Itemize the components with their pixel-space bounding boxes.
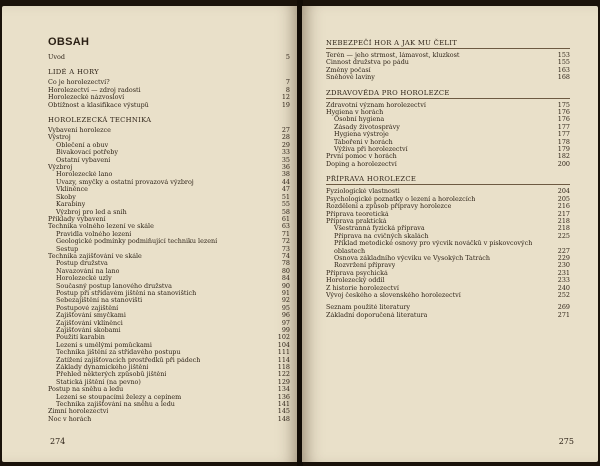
toc-entry-page: 71	[281, 229, 290, 238]
toc-entry-title: Lezení s umělými pomůckami	[56, 341, 152, 349]
toc-entry-page: 177	[557, 130, 570, 139]
toc-entry	[326, 255, 570, 262]
toc-entry	[48, 342, 290, 349]
toc-entry	[48, 349, 290, 356]
toc-entry	[326, 161, 570, 168]
toc-entry	[326, 146, 570, 153]
toc-left-column	[48, 32, 290, 423]
toc-entry	[48, 312, 290, 319]
toc-entry-title: Navazování na lano	[56, 267, 120, 275]
toc-entry-title: Lezení se stoupacími železy a cepínem	[56, 393, 182, 401]
toc-entry-page: 33	[281, 148, 290, 157]
toc-entry-page: 218	[557, 224, 570, 233]
toc-entry-title: Noc v horách	[48, 415, 92, 423]
toc-entry-title: Tábořeni v horách	[334, 138, 393, 146]
toc-entry-page: 36	[281, 163, 290, 172]
toc-entry-page: 225	[557, 231, 570, 240]
toc-entry	[48, 231, 290, 238]
toc-entry-title: Příprava na cvičných skalách	[334, 232, 429, 240]
toc-entry-title: Současný postup lanového družstva	[56, 282, 172, 290]
toc-entry-page: 63	[281, 222, 290, 231]
toc-entry-page: 141	[277, 400, 290, 409]
toc-entry	[48, 320, 290, 327]
toc-entry-page: 84	[281, 274, 290, 283]
toc-entry-page: 240	[557, 283, 570, 292]
toc-entry	[326, 131, 570, 138]
toc-entry-page: 78	[281, 259, 290, 268]
toc-entry-title: Všestranná fyzická příprava	[334, 225, 425, 233]
toc-entry-page: 58	[281, 207, 290, 216]
toc-entry	[326, 211, 570, 218]
toc-entry-title: Technika zajišťování na sněhu a ledu	[56, 401, 175, 409]
toc-entry-title: Příprava teoretická	[326, 210, 389, 218]
toc-entry	[48, 394, 290, 401]
toc-entry	[326, 196, 570, 203]
toc-entry-page: 145	[277, 407, 290, 416]
toc-entry	[48, 334, 290, 341]
toc-entry-page: 177	[557, 122, 570, 131]
toc-entry-page: 96	[281, 311, 290, 320]
toc-entry-title: Použití karabin	[56, 334, 105, 342]
toc-entry	[48, 142, 290, 149]
toc-entry-page: 38	[281, 170, 290, 179]
toc-entry-page: 97	[281, 318, 290, 327]
toc-entry-title: Vklíněnce	[56, 186, 88, 194]
toc-entry-page: 200	[557, 159, 570, 168]
toc-entry-page: 148	[277, 414, 290, 423]
toc-entry	[326, 59, 570, 66]
toc-entry-page: 19	[281, 100, 290, 109]
toc-entry-page: 12	[281, 93, 290, 102]
toc-entry-title: Zatížení zajišťovacích prostředků při pádech	[56, 356, 201, 364]
toc-entry	[48, 79, 290, 86]
toc-entry	[48, 209, 290, 216]
toc-entry-title: Hygiena výstroje	[334, 131, 389, 139]
toc-entry-page: 252	[557, 290, 570, 299]
toc-entry-title: Příklady vybavení	[48, 215, 106, 223]
toc-entry-page: 104	[277, 340, 290, 349]
toc-entry	[48, 94, 290, 101]
toc-entry-title: Karabiny	[56, 201, 86, 209]
toc-entry-page: 95	[281, 303, 290, 312]
toc-entry	[326, 277, 570, 284]
toc-entry	[326, 248, 570, 255]
toc-entry-title: Sebezajištění na stanovišti	[56, 297, 143, 305]
toc-entry	[48, 164, 290, 171]
toc-entry	[326, 304, 570, 311]
toc-entry-title: Bivakovací potřeby	[56, 149, 118, 157]
toc-entry-title: Zimní horolezectví	[48, 408, 109, 416]
toc-entry-page: 55	[281, 200, 290, 209]
toc-entry-page: 47	[281, 185, 290, 194]
toc-entry	[326, 225, 570, 232]
toc-entry-title: Obtížnost a klasifikace výstupů	[48, 101, 149, 109]
toc-entry-page: 204	[557, 187, 570, 196]
toc-entry	[48, 297, 290, 304]
toc-entry-page: 153	[557, 51, 570, 59]
toc-entry	[48, 401, 290, 408]
toc-entry-page: 27	[281, 126, 290, 135]
toc-entry-title: Výzbroj pro led a sníh	[56, 208, 127, 216]
toc-entry	[48, 275, 290, 282]
toc-entry-page: 175	[557, 100, 570, 109]
toc-entry-page: 231	[557, 268, 570, 277]
toc-entry-title: Statická jištění (na pevno)	[56, 378, 141, 386]
toc-entry-page: 35	[281, 155, 290, 164]
toc-entry-page: 269	[557, 303, 570, 312]
toc-entry-title: Přehled některých způsobů jištění	[56, 371, 167, 379]
toc-entry	[48, 194, 290, 201]
toc-entry-title: Horolezecké uzly	[56, 275, 112, 283]
toc-entry-page: 233	[557, 276, 570, 285]
toc-entry	[48, 364, 290, 371]
toc-entry-page: 118	[277, 363, 290, 372]
toc-entry	[48, 371, 290, 378]
toc-entry-page: 205	[557, 194, 570, 203]
toc-list-left	[48, 54, 290, 423]
toc-entry-page: 176	[557, 108, 570, 117]
toc-entry-page: 227	[557, 246, 570, 255]
toc-entry-page: 271	[557, 310, 570, 319]
toc-section-heading: ZDRAVOVĚDA PRO HOROLEZCE	[326, 89, 570, 99]
toc-entry-page: 178	[557, 137, 570, 146]
toc-entry-page: 8	[285, 85, 290, 94]
page-number-right: 275	[558, 437, 574, 446]
toc-entry	[326, 74, 570, 81]
toc-entry-title: Úvod	[48, 54, 65, 61]
toc-entry	[48, 238, 290, 245]
toc-entry-page: 111	[277, 348, 290, 357]
toc-right-column	[326, 32, 570, 319]
toc-entry-page: 99	[281, 326, 290, 334]
toc-entry-page: 176	[557, 115, 570, 124]
toc-entry	[48, 290, 290, 297]
toc-entry	[48, 87, 290, 94]
toc-entry-title: Pravidla volného lezení	[56, 230, 132, 238]
toc-entry-title: Technika volného lezení ve skále	[48, 223, 154, 231]
toc-entry	[326, 240, 570, 247]
toc-entry-title: Co je horolezectví?	[48, 79, 110, 87]
toc-entry-title: Zásady životosprávy	[334, 123, 400, 131]
toc-entry-title: Technika jištění za střídavého postupu	[56, 349, 181, 357]
toc-entry-title: Geologické podmínky podmiňující techniku lezení	[56, 238, 218, 246]
toc-entry	[326, 233, 570, 240]
toc-entry-page: 28	[281, 133, 290, 142]
toc-entry-title: Horolezecké lano	[56, 171, 113, 179]
toc-entry	[48, 268, 290, 275]
toc-entry-title: Výživa při horolezectví	[334, 146, 408, 154]
toc-entry-title: Příklad metodické osnovy pro výcvik nováčků v pískovcových	[334, 240, 533, 248]
toc-entry	[326, 270, 570, 277]
toc-entry-title: Sestup	[56, 245, 79, 253]
toc-entry-title: Hygiena v horách	[326, 109, 384, 117]
toc-entry-title: Osobní hygiena	[334, 116, 385, 124]
toc-entry	[48, 253, 290, 260]
toc-entry	[48, 179, 290, 186]
toc-entry-page: 61	[281, 214, 290, 223]
toc-entry-title: Rozdělení a způsob přípravy horolezce	[326, 203, 452, 211]
toc-entry-title: Zajišťování vklíněnci	[56, 319, 123, 327]
toc-entry-page: 74	[281, 251, 290, 260]
toc-entry-title: Horolezecké názvosloví	[48, 94, 125, 102]
toc-entry-title: Zajišťování skobami	[56, 327, 121, 334]
toc-entry-title: Technika zajišťování ve skále	[48, 252, 142, 260]
toc-entry-title: Psychologické poznatky o lezení a horolezcích	[326, 195, 476, 203]
toc-entry-title: Postup při střídavém jištění na stanovištích	[56, 289, 197, 297]
toc-entry	[48, 54, 290, 61]
toc-entry-page: 5	[285, 53, 290, 61]
toc-entry-page: 229	[557, 253, 570, 262]
toc-list-right	[326, 39, 570, 319]
toc-entry-title: Seznam použité literatury	[326, 304, 411, 312]
toc-entry	[326, 102, 570, 109]
toc-entry	[48, 134, 290, 141]
toc-entry-title: Činnost družstva po pádu	[326, 59, 409, 67]
toc-entry-page: 7	[285, 78, 290, 87]
toc-entry-page: 90	[281, 281, 290, 290]
toc-entry-page: 102	[277, 333, 290, 342]
toc-entry-page: 92	[281, 296, 290, 305]
toc-entry	[326, 262, 570, 269]
toc-entry	[48, 305, 290, 312]
toc-heading: OBSAH	[48, 36, 90, 48]
toc-entry	[326, 124, 570, 131]
toc-entry	[326, 292, 570, 299]
toc-entry	[48, 283, 290, 290]
toc-entry-title: Horolezecký oddíl	[326, 277, 385, 285]
toc-entry	[48, 102, 290, 109]
toc-entry-title: První pomoc v horách	[326, 153, 397, 161]
toc-entry-title: Příprava praktická	[326, 217, 387, 225]
toc-entry	[48, 223, 290, 230]
toc-entry	[48, 127, 290, 134]
toc-entry	[326, 52, 570, 59]
toc-entry-page: 72	[281, 237, 290, 246]
toc-entry-title: Úvazy, smyčky a ostatní provazová výzbroj	[56, 178, 194, 186]
right-page	[302, 6, 598, 462]
toc-entry-title: Výzbroj	[48, 164, 73, 172]
toc-entry-page: 134	[277, 385, 290, 394]
toc-entry	[48, 327, 290, 334]
toc-entry	[48, 186, 290, 193]
toc-entry-title: Fyziologické vlastnosti	[326, 188, 400, 196]
toc-entry-page: 163	[557, 65, 570, 74]
toc-entry-page: 136	[277, 392, 290, 401]
toc-entry	[48, 357, 290, 364]
toc-entry-title: Zdravotní význam horolezectví	[326, 101, 426, 109]
toc-entry	[326, 218, 570, 225]
toc-entry-title: Skoby	[56, 193, 76, 201]
toc-entry	[48, 157, 290, 164]
toc-entry	[326, 139, 570, 146]
toc-entry-title: oblastech	[334, 247, 366, 255]
toc-entry-title: Rozvržení přípravy	[334, 262, 396, 270]
toc-entry	[48, 201, 290, 208]
toc-entry-page: 217	[557, 209, 570, 218]
toc-entry	[48, 416, 290, 423]
toc-entry-page: 218	[557, 216, 570, 225]
toc-entry-title: Terén — jeho strmost, lámavost, kluzkost	[326, 52, 460, 59]
toc-section-heading: LIDÉ A HORY	[48, 68, 100, 77]
toc-entry	[326, 188, 570, 195]
toc-entry-title: Doping a horolezectví	[326, 160, 397, 168]
toc-entry-page: 216	[557, 202, 570, 211]
toc-entry	[326, 203, 570, 210]
toc-entry-title: Osnova základního výcviku ve Vysokých Tatrách	[334, 254, 490, 262]
toc-entry-page: 29	[281, 140, 290, 149]
toc-entry-title: Příprava psychická	[326, 269, 388, 277]
toc-entry-title: Postupové zajištění	[56, 304, 119, 312]
toc-entry-title: Základy dynamického jištění	[56, 364, 149, 372]
toc-entry-title: Vybavení horolezce	[48, 127, 111, 135]
toc-entry	[326, 153, 570, 160]
toc-entry-title: Ostatní vybavení	[56, 156, 111, 164]
toc-entry	[326, 116, 570, 123]
toc-entry-page: 80	[281, 266, 290, 275]
toc-entry	[48, 260, 290, 267]
toc-section-heading: NEBEZPEČÍ HOR A JAK MU ČELIT	[326, 39, 570, 49]
toc-entry-page: 155	[557, 58, 570, 67]
page-number-left: 274	[50, 437, 66, 446]
toc-entry-title: Z historie horolezectví	[326, 284, 399, 292]
toc-entry-title: Sněhové laviny	[326, 74, 375, 82]
toc-section-heading: HOROLEZECKÁ TECHNIKA	[48, 116, 152, 125]
toc-entry-title: Horolezectví — zdroj radosti	[48, 86, 141, 94]
toc-section-heading: PŘÍPRAVA HOROLEZCE	[326, 175, 570, 185]
toc-entry	[48, 171, 290, 178]
toc-entry-title: Postup na sněhu a ledu	[48, 386, 124, 394]
toc-entry-title: Vývoj českého a slovenského horolezectví	[326, 291, 461, 299]
toc-entry	[48, 408, 290, 415]
toc-entry-title: Postup družstva	[56, 260, 108, 268]
toc-entry	[48, 246, 290, 253]
toc-entry	[48, 379, 290, 386]
toc-entry-page: 129	[277, 377, 290, 386]
toc-entry-page: 230	[557, 261, 570, 270]
toc-entry-page: 44	[281, 177, 290, 186]
toc-entry-page: 51	[281, 192, 290, 201]
toc-entry-page: 114	[277, 355, 290, 364]
left-page	[2, 6, 298, 462]
toc-entry	[326, 285, 570, 292]
toc-entry-page: 122	[277, 370, 290, 379]
toc-entry	[326, 109, 570, 116]
toc-entry	[326, 67, 570, 74]
toc-entry	[48, 386, 290, 393]
toc-entry-page: 168	[557, 73, 570, 82]
toc-entry-page: 73	[281, 244, 290, 253]
toc-entry	[326, 312, 570, 319]
toc-entry-title: Zajišťování smyčkami	[56, 312, 126, 320]
toc-entry-title: Oblečení a obuv	[56, 141, 109, 149]
toc-entry-page: 182	[557, 152, 570, 161]
toc-entry-page: 179	[557, 145, 570, 154]
toc-entry-title: Základní doporučená literatura	[326, 311, 428, 319]
toc-entry-title: Výstroj	[48, 134, 71, 142]
toc-entry-title: Změny počasí	[326, 66, 371, 74]
toc-entry-page: 91	[281, 288, 290, 297]
toc-entry	[48, 149, 290, 156]
toc-entry	[48, 216, 290, 223]
